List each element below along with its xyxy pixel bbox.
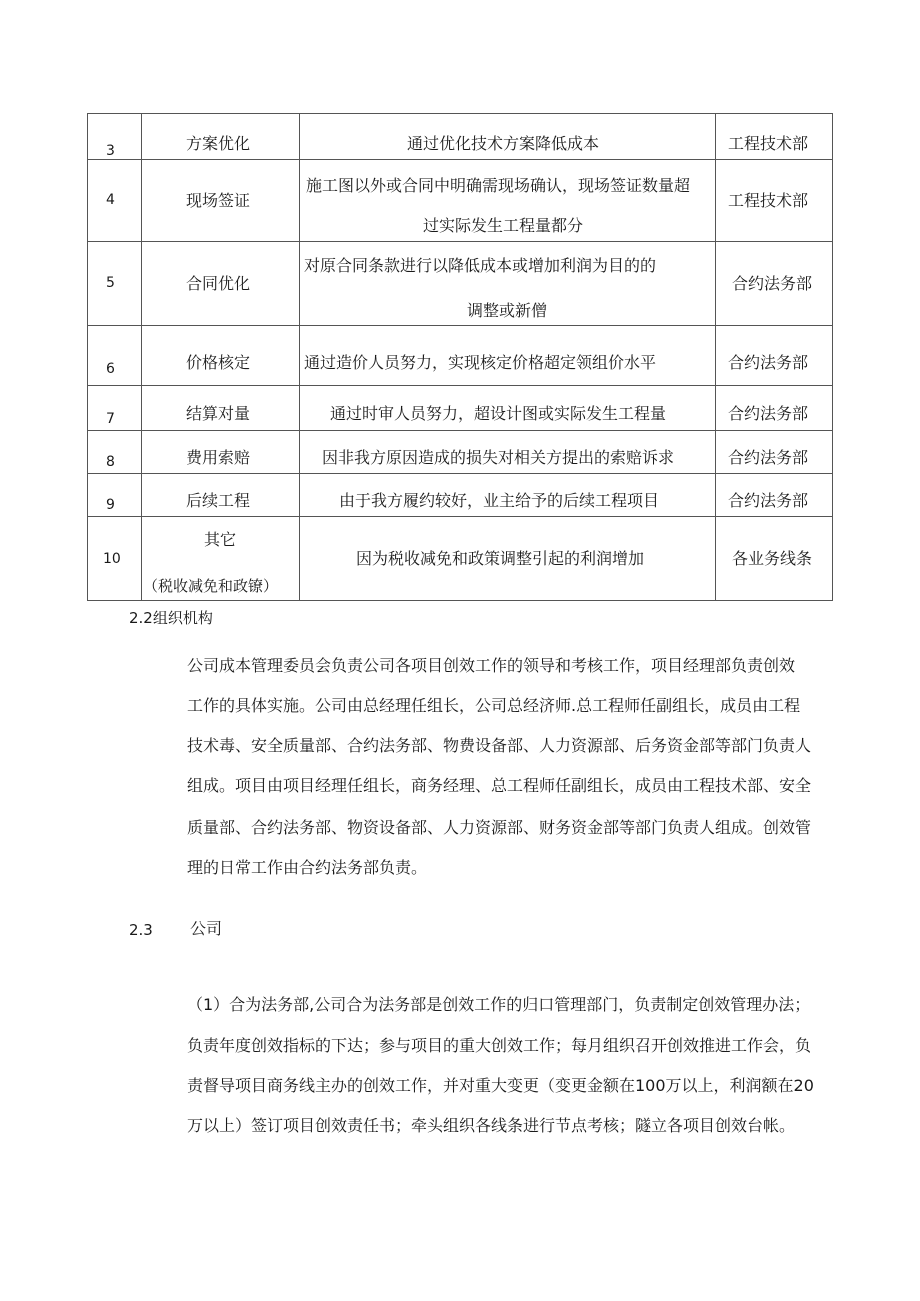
row-item: 合同优化	[186, 274, 251, 293]
row-description: 因非我方原因造成的损失对相关方提出的索赔诉求	[322, 448, 675, 467]
row-item: 现场签证	[186, 191, 251, 210]
row-item: 结算对量	[186, 404, 251, 423]
row-description: 由于我方履约较好，业主给予的后续工程项目	[339, 491, 660, 510]
table-row-divider	[87, 159, 833, 160]
row-department: 各业务线条	[732, 549, 813, 568]
table-border-bottom	[87, 600, 833, 601]
paragraph-line: 理的日常工作由合约法务部负责。	[187, 858, 428, 877]
row-department: 工程技术部	[728, 134, 809, 153]
table-border-top	[87, 113, 833, 114]
table-row-divider	[87, 430, 833, 431]
table-border-right	[832, 113, 833, 601]
row-number: 10	[103, 551, 121, 567]
row-number: 7	[106, 411, 115, 427]
row-description: 通过时审人员努力，超设计图或实际发生工程量	[330, 404, 667, 423]
row-item: 后续工程	[186, 491, 251, 510]
row-item-note: （税收减免和政镣）	[143, 577, 279, 595]
section-title: 公司	[190, 919, 223, 938]
row-item: 其它	[204, 530, 237, 549]
row-item: 价格核定	[186, 353, 251, 372]
paragraph-line: 责督导项目商务线主办的创效工作，并对重大变更（变更金额在100万以上，利润额在20	[187, 1076, 814, 1095]
row-number: 5	[106, 275, 115, 291]
row-description: 过实际发生工程量都分	[423, 216, 584, 235]
paragraph-line: 工作的具体实施。公司由总经理任组长，公司总经济师.总工程师任副组长，成员由工程	[187, 696, 801, 715]
paragraph-line: 万以上）签订项目创效责任书；牵头组织各线条进行节点考核；隧立各项目创效台帐。	[187, 1116, 796, 1135]
row-number: 3	[106, 143, 115, 159]
table-col-divider	[299, 113, 300, 601]
row-number: 4	[106, 192, 115, 208]
paragraph-line: 负责年度创效指标的下达；参与项目的重大创效工作；每月组织召开创效推进工作会，负	[187, 1036, 812, 1055]
row-department: 合约法务部	[728, 448, 809, 467]
table-col-divider	[141, 113, 142, 601]
paragraph-line: 公司成本管理委员会负责公司各项目创效工作的领导和考核工作，项目经理部负责创效	[187, 656, 796, 675]
section-number: 2.3	[129, 921, 153, 939]
paragraph-line: 技术毒、安全质量部、合约法务部、物费设备部、人力资源部、后务资金部等部门负责人	[187, 736, 812, 755]
row-description: 施工图以外或合同中明确需现场确认，现场签证数量超	[306, 176, 691, 195]
row-item: 方案优化	[186, 134, 251, 153]
row-department: 工程技术部	[728, 191, 809, 210]
row-description: 通过优化技术方案降低成本	[407, 134, 600, 153]
row-number: 6	[106, 361, 115, 377]
table-row-divider	[87, 325, 833, 326]
row-department: 合约法务部	[728, 353, 809, 372]
paragraph-line: 质量部、合约法务部、物资设备部、人力资源部、财务资金部等部门负责人组成。创效管	[187, 818, 812, 837]
row-description: 调整或新僧	[467, 301, 548, 320]
row-description: 对原合同条款进行以降低成本或增加利润为目的的	[304, 256, 657, 275]
section-heading: 2.2组织机构	[129, 609, 213, 627]
table-border-left	[87, 113, 88, 601]
paragraph-line: （1）合为法务部,公司合为法务部是创效工作的归口管理部门，负责制定创效管理办法；	[187, 995, 811, 1014]
row-number: 9	[106, 497, 115, 513]
row-description: 通过造价人员努力，实现核定价格超定领组价水平	[304, 353, 657, 372]
table-row-divider	[87, 473, 833, 474]
row-item: 费用索赔	[186, 448, 251, 467]
table-col-divider	[715, 113, 716, 601]
paragraph-line: 组成。项目由项目经理任组长，商务经理、总工程师任副组长，成员由工程技术部、安全	[187, 776, 812, 795]
table-row-divider	[87, 516, 833, 517]
table-row-divider	[87, 241, 833, 242]
row-department: 合约法务部	[728, 404, 809, 423]
row-number: 8	[106, 454, 115, 470]
row-department: 合约法务部	[732, 274, 813, 293]
table-row-divider	[87, 385, 833, 386]
row-department: 合约法务部	[728, 491, 809, 510]
row-description: 因为税收减免和政策调整引起的利润增加	[356, 549, 645, 568]
